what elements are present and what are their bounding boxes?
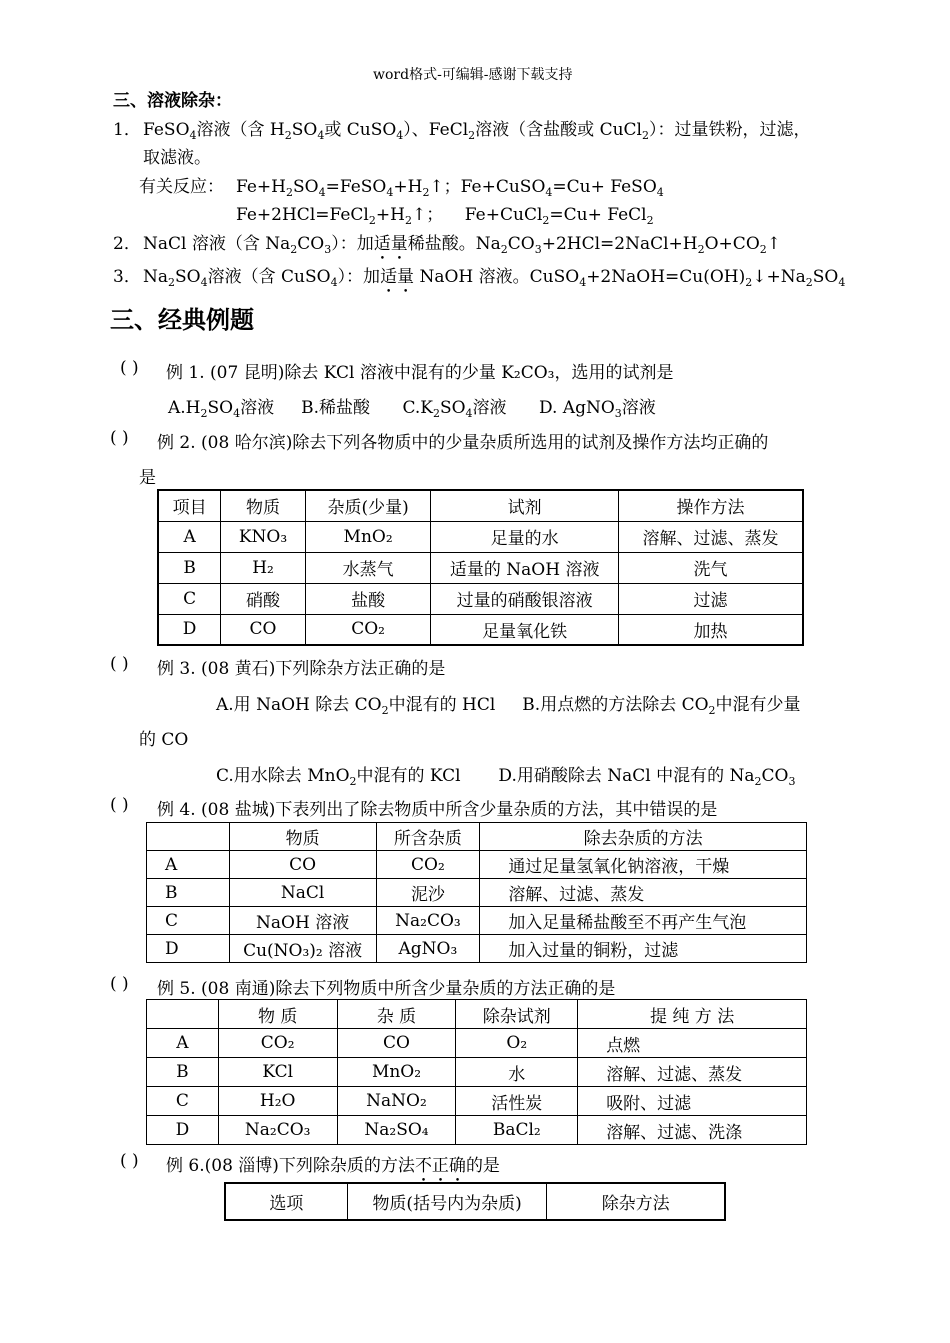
header-cell: 选项 [225, 1183, 347, 1220]
table-cell: 活性炭 [456, 1087, 578, 1116]
q1-options: $A.H_2SO_4$溶液 B.稀盐酸 $C.K_2SO_4$溶液 D. AgNO$_3$溶液 [168, 398, 656, 420]
item-1-text-line2: 取滤液。 [143, 148, 211, 168]
table-cell: 溶解、过滤、蒸发 [480, 879, 807, 907]
item-2-text: NaCl 溶液（含 $Na_2CO_3$）：加适量稀盐酸。$Na_2CO_3+2HCl=2NaCl+H_2O+CO_2↑$ [143, 234, 782, 256]
table-cell: NaOH 溶液 [229, 907, 376, 935]
table-row [158, 583, 803, 614]
table-cell: 过滤 [618, 583, 803, 614]
q3-options-cd: C.用水除去 MnO$_2$中混有的 KCl D.用硝酸除去 NaCl 中混有的 $Na_2CO_3$ [216, 766, 796, 788]
table-cell: 硝酸 [221, 583, 306, 614]
table-row [147, 851, 807, 879]
table-row [158, 614, 803, 645]
table-cell: A [147, 851, 230, 879]
table-cell: 点燃 [578, 1029, 807, 1058]
table-row [147, 1058, 807, 1087]
q3-answer-blank: ( ) [110, 654, 129, 674]
q4-text: 例 4. (08 盐城)下表列出了除去物质中所含少量杂质的方法，其中错误的是 [157, 800, 718, 820]
q2-text-line2: 是 [139, 468, 156, 488]
reaction-line-2: $Fe+2HCl=FeCl_2+H_2↑$； Fe+CuCl$_2$=Cu+ FeCl$_2$ [236, 205, 654, 227]
table-cell: 水蒸气 [305, 552, 431, 583]
table-example-5 [146, 999, 807, 1145]
q6-text-b: 的是 [465, 1156, 500, 1176]
header-cell: 物质 [221, 490, 306, 521]
table-row [147, 935, 807, 963]
header-cell: 物质 [229, 823, 376, 851]
q6-text-a: 例 6.(08 淄博)下列除杂质的方法 [166, 1156, 415, 1176]
table-cell: 水 [456, 1058, 578, 1087]
table-cell: 过量的硝酸银溶液 [431, 583, 619, 614]
table-cell: B [147, 1058, 219, 1087]
q2-answer-blank: ( ) [110, 428, 129, 448]
q6-text-emphasis: 不正确 [414, 1156, 466, 1176]
table-row [158, 552, 803, 583]
table-header-row [147, 823, 807, 851]
table-cell: BaCl₂ [456, 1116, 578, 1145]
header-cell: 项目 [158, 490, 221, 521]
q6-answer-blank: ( ) [120, 1151, 139, 1171]
table-cell: AgNO₃ [376, 935, 480, 963]
table-cell: NaCl [229, 879, 376, 907]
header-cell: 物质(括号内为杂质) [347, 1183, 547, 1220]
table-cell: B [158, 552, 221, 583]
table-cell: Na₂CO₃ [376, 907, 480, 935]
table-cell: Na₂CO₃ [218, 1116, 337, 1145]
header-cell [147, 1000, 219, 1029]
table-row [147, 907, 807, 935]
table-cell: CO [221, 614, 306, 645]
table-row [147, 1029, 807, 1058]
q5-text: 例 5. (08 南通)除去下列物质中所含少量杂质的方法正确的是 [157, 979, 616, 999]
table-cell: 泥沙 [376, 879, 480, 907]
reaction-line-1: $Fe+H_2SO_4=FeSO_4+H_2↑$；Fe+CuSO$_4$=Cu+ FeSO$_4$ [236, 177, 664, 199]
table-row [147, 1087, 807, 1116]
table-cell: 溶解、过滤、蒸发 [578, 1058, 807, 1087]
header-cell: 试剂 [431, 490, 619, 521]
q3-options-ab: A.用 NaOH 除去 $CO_2$中混有的 HCl B.用点燃的方法除去 $CO_2$中混有少量 [216, 695, 801, 717]
table-header-row [147, 1000, 807, 1029]
table-cell: 加热 [618, 614, 803, 645]
q1-answer-blank: ( ) [120, 358, 139, 378]
table-cell: A [158, 521, 221, 552]
q3-options-line2: 的 CO [139, 730, 189, 750]
header-cell: 杂质(少量) [305, 490, 431, 521]
table-cell: D [158, 614, 221, 645]
table-cell: KNO₃ [221, 521, 306, 552]
q5-answer-blank: ( ) [110, 974, 129, 994]
table-cell: CO₂ [305, 614, 431, 645]
table-cell: 适量的 NaOH 溶液 [431, 552, 619, 583]
header-cell: 除去杂质的方法 [480, 823, 807, 851]
table-cell: B [147, 879, 230, 907]
table-cell: 加入足量稀盐酸至不再产生气泡 [480, 907, 807, 935]
header-cell [147, 823, 230, 851]
table-cell: 加入过量的铜粉，过滤 [480, 935, 807, 963]
table-cell: H₂ [221, 552, 306, 583]
table-cell: NaNO₂ [337, 1087, 456, 1116]
table-cell: D [147, 935, 230, 963]
q6-text [166, 1151, 500, 1186]
header-cell: 提 纯 方 法 [578, 1000, 807, 1029]
table-cell: H₂O [218, 1087, 337, 1116]
item-3-number: 3． [113, 267, 141, 287]
header-cell: 杂 质 [337, 1000, 456, 1029]
table-example-6 [224, 1182, 726, 1221]
table-cell: CO₂ [218, 1029, 337, 1058]
item-1-text: FeSO$_4$溶液（含 $H_2SO_4$或 CuSO$_4$）、FeCl$_2$溶液（含盐酸或 CuCl$_2$）：过量铁粉，过滤， [143, 120, 811, 142]
table-cell: 通过足量氢氧化钠溶液，干燥 [480, 851, 807, 879]
reaction-label: 有关反应： [139, 177, 224, 197]
table-cell: MnO₂ [337, 1058, 456, 1087]
table-header-row [225, 1183, 725, 1220]
table-cell: D [147, 1116, 219, 1145]
table-cell: Na₂SO₄ [337, 1116, 456, 1145]
table-cell: 盐酸 [305, 583, 431, 614]
table-row [147, 1116, 807, 1145]
section-title-examples: 三、经典例题 [110, 306, 254, 334]
item-3-text: $Na_2SO_4$溶液（含 CuSO$_4$）：加适量 NaOH 溶液。$CuSO_4+2NaOH=Cu(OH)_2↓+Na_2SO_4$ [143, 267, 846, 289]
table-cell: 溶解、过滤、洗涤 [578, 1116, 807, 1145]
item-2-number: 2． [113, 234, 141, 254]
q4-answer-blank: ( ) [110, 795, 129, 815]
table-cell: C [147, 907, 230, 935]
table-cell: CO [229, 851, 376, 879]
table-example-4 [146, 822, 807, 963]
q2-text-line1: 例 2. (08 哈尔滨)除去下列各物质中的少量杂质所选用的试剂及操作方法均正确的 [157, 433, 769, 453]
item-1-number: 1． [113, 120, 141, 140]
q1-text: 例 1. (07 昆明)除去 KCl 溶液中混有的少量 K₂CO₃，选用的试剂是 [166, 363, 674, 383]
table-cell: C [158, 583, 221, 614]
table-cell: O₂ [456, 1029, 578, 1058]
header-cell: 所含杂质 [376, 823, 480, 851]
table-cell: C [147, 1087, 219, 1116]
table-cell: 洗气 [618, 552, 803, 583]
table-cell: CO [337, 1029, 456, 1058]
table-cell: KCl [218, 1058, 337, 1087]
header-cell: 除杂方法 [547, 1183, 725, 1220]
table-example-2 [157, 489, 804, 646]
q3-text: 例 3. (08 黄石)下列除杂方法正确的是 [157, 659, 446, 679]
table-cell: 吸附、过滤 [578, 1087, 807, 1116]
header-cell: 操作方法 [618, 490, 803, 521]
header-cell: 物 质 [218, 1000, 337, 1029]
table-cell: 足量的水 [431, 521, 619, 552]
table-row [147, 879, 807, 907]
table-cell: Cu(NO₃)₂ 溶液 [229, 935, 376, 963]
table-cell: A [147, 1029, 219, 1058]
table-cell: MnO₂ [305, 521, 431, 552]
table-cell: 足量氧化铁 [431, 614, 619, 645]
header-cell: 除杂试剂 [456, 1000, 578, 1029]
table-row [158, 521, 803, 552]
table-header-row [158, 490, 803, 521]
section-title-solution-purification: 三、溶液除杂： [113, 91, 232, 111]
page-header: word格式-可编辑-感谢下载支持 [373, 67, 573, 83]
table-cell: CO₂ [376, 851, 480, 879]
table-cell: 溶解、过滤、蒸发 [618, 521, 803, 552]
